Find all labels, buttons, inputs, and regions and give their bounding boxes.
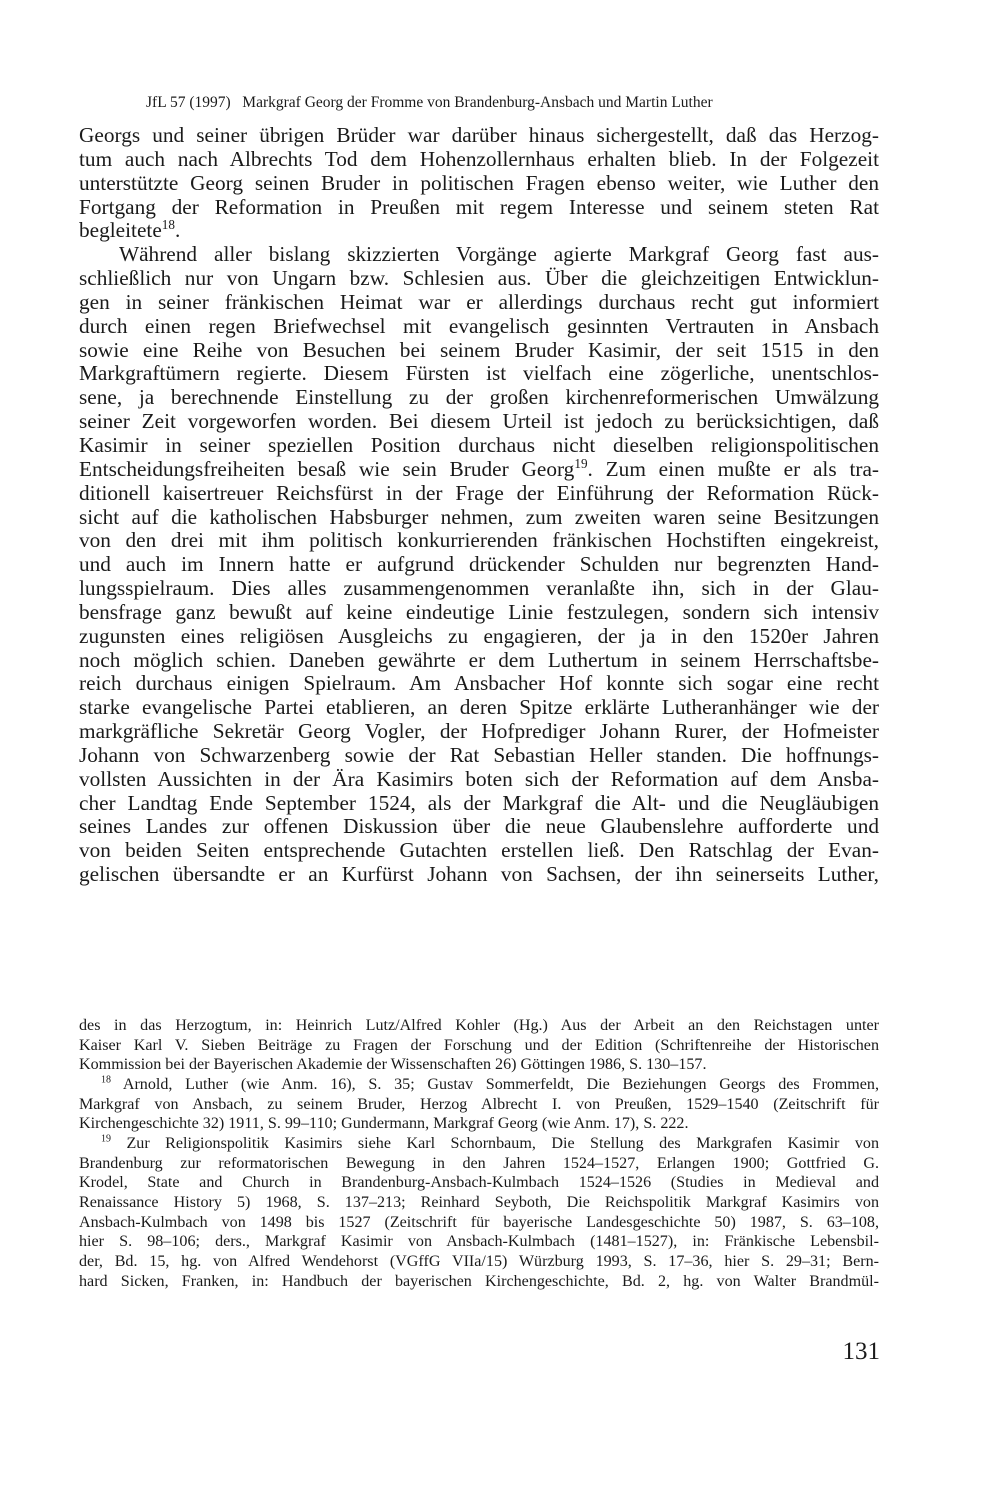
footnote-number: 18 <box>101 1074 111 1086</box>
text-fragment: Arnold, Luther (wie Anm. 16), S. 35; Gustav Sommerfeldt, Die Beziehungen Georgs des Frommen, <box>122 1075 879 1093</box>
text-line: von beiden Seiten entsprechende Gutachten erstellen ließ. Den Ratschlag der Evan- <box>79 839 879 863</box>
text-line <box>79 458 879 482</box>
text-line: sowie eine Reihe von Besuchen bei seinem Bruder Kasimir, der seit 1515 in den <box>79 338 879 362</box>
header-title: Markgraf Georg der Fromme von Brandenburg-Ansbach und Martin Luther <box>242 94 713 111</box>
text-fragment: begleitete <box>79 219 162 243</box>
footnote-line: Ansbach-Kulmbach von 1498 bis 1527 (Zeitschrift für bayerische Landesgeschichte 50) 1987, S. 63–108, <box>79 1213 879 1231</box>
text-line: bensfrage ganz bewußt auf keine eindeutige Linie festzulegen, sondern sich intensiv <box>79 600 879 624</box>
footnote-line: hard Sicken, Franken, in: Handbuch der bayerischen Kirchengeschichte, Bd. 2, hg. von Walter Brandmül- <box>79 1272 879 1290</box>
text-line: starke evangelische Partei etablieren, an deren Spitze erklärte Lutheranhänger wie der <box>79 696 879 720</box>
footnote-line: Kommission bei der Bayerischen Akademie der Wissenschaften 26) Göttingen 1986, S. 130–157. <box>79 1056 707 1074</box>
footnote-line: des in das Herzogtum, in: Heinrich Lutz/Alfred Kohler (Hg.) Aus der Arbeit an den Reichstagen unter <box>79 1017 879 1034</box>
text-line: noch möglich schien. Daneben gewährte er dem Luthertum in seinem Herrschaftsbe- <box>79 648 879 672</box>
text-line: seiner Zeit vorgeworfen worden. Bei diesem Urteil ist jedoch zu berücksichtigen, daß <box>79 410 879 434</box>
text-line: vollsten Aussichten in der Ära Kasimirs boten sich der Reformation auf dem Ansba- <box>79 767 879 791</box>
footnotes <box>79 1016 879 1291</box>
journal-reference: JfL 57 (1997) <box>146 94 231 111</box>
footnote-19 <box>79 1134 879 1154</box>
text-line: tum auch nach Albrechts Tod dem Hohenzollernhaus erhalten blieb. In der Folgezeit <box>79 147 879 171</box>
footnote-line: Kirchengeschichte 32) 1911, S. 99–110; Gundermann, Markgraf Georg (wie Anm. 17), S. 222. <box>79 1115 689 1133</box>
footnote-line: Brandenburg zur reformatorischen Bewegung in den Jahren 1524–1527, Erlangen 1900; Gottfried G. <box>79 1154 879 1172</box>
text-line: Fortgang der Reformation in Preußen mit regem Interesse und seinem steten Rat <box>79 195 879 219</box>
text-line: cher Landtag Ende September 1524, als der Markgraf die Alt- und die Neugläubigen <box>79 791 879 815</box>
text-fragment: . <box>174 219 181 243</box>
text-line: lungsspielraum. Dies alles zusammengenommen veranlaßte ihn, sich in der Glau- <box>79 577 879 601</box>
text-line: und auch im Innern hatte er aufgrund drückender Schulden nur begrenzten Hand- <box>79 553 879 577</box>
footnote-line: Renaissance History 5) 1968, S. 137–213; Reinhard Seyboth, Die Reichspolitik Markgraf Kasimirs von <box>79 1193 879 1211</box>
text-line: unterstützte Georg seinen Bruder in politischen Fragen ebenso weiter, wie Luther den <box>79 171 879 195</box>
page-number: 131 <box>842 1338 880 1365</box>
text-line: reich durchaus einigen Spielraum. Am Ansbacher Hof konnte sich sogar eine recht <box>79 672 879 696</box>
text-line: Während aller bislang skizzierten Vorgänge agierte Markgraf Georg fast aus- <box>119 243 879 267</box>
text-line: Johann von Schwarzenberg sowie der Rat Sebastian Heller standen. Die hoffnungs- <box>79 743 879 767</box>
text-line: Georgs und seiner übrigen Brüder war darüber hinaus sichergestellt, daß das Herzog- <box>79 124 879 147</box>
text-line: schließlich nur von Ungarn bzw. Schlesien aus. Über die gleichzeitigen Entwicklun- <box>79 267 879 291</box>
footnote-line: Markgraf von Ansbach, zu seinem Bruder, Herzog Albrecht I. von Preußen, 1529–1540 (Zeitschrift für <box>79 1095 879 1113</box>
footnote-18 <box>79 1075 879 1095</box>
text-line: seines Landes zur offenen Diskussion über die neue Glaubenslehre aufforderte und <box>79 815 879 839</box>
text-line: sicht auf die katholischen Habsburger nehmen, zum zweiten waren seine Besitzungen <box>79 505 879 529</box>
text-fragment: Zur Religionspolitik Kasimirs siehe Karl Schornbaum, Die Stellung des Markgrafen Kasimir von <box>126 1134 879 1152</box>
footnote-ref-18: 18 <box>161 219 175 233</box>
text-fragment: Entscheidungsfreiheiten besaß wie sein Bruder Georg <box>79 457 575 481</box>
footnote-number: 19 <box>101 1133 111 1145</box>
text-line: gen in seiner fränkischen Heimat war er allerdings durchaus recht gut informiert <box>79 290 879 314</box>
text-line: Markgraftümern regierte. Diesem Fürsten ist vielfach eine zögerliche, unentschlos- <box>79 362 879 386</box>
footnote-ref-19: 19 <box>574 457 588 471</box>
text-line: durch einen regen Briefwechsel mit evangelisch gesinnten Vertrauten in Ansbach <box>79 314 879 338</box>
text-line: Kasimir in seiner speziellen Position durchaus nicht dieselben religionspolitischen <box>79 433 879 457</box>
text-line: von den drei mit ihm politisch konkurrierenden fränkischen Hochstiften eingekreist, <box>79 529 879 553</box>
footnote-line: hier S. 98–106; ders., Markgraf Kasimir von Ansbach-Kulmbach (1481–1527), in: Fränkische Lebensbil- <box>79 1233 879 1251</box>
footnote-line: Kaiser Karl V. Sieben Beiträge zu Fragen der Forschung und der Edition (Schriftenreihe der Historischen <box>79 1036 879 1054</box>
text-line: gelischen übersandte er an Kurfürst Johann von Sachsen, der ihn seinerseits Luther, <box>79 863 879 887</box>
text-line: ditionell kaisertreuer Reichsfürst in der Frage der Einführung der Reformation Rück- <box>79 481 879 505</box>
text-fragment: . Zum einen mußte er als tra- <box>587 457 879 481</box>
running-header <box>146 93 866 113</box>
text-line: markgräfliche Sekretär Georg Vogler, der Hofprediger Johann Rurer, der Hofmeister <box>79 720 879 744</box>
footnote-line: der, Bd. 15, hg. von Alfred Wendehorst (VGffG VIIa/15) Würzburg 1993, S. 17–36, hier S. 29–31; Bern- <box>79 1252 879 1270</box>
main-text <box>79 124 879 887</box>
text-line: zugunsten eines religiösen Ausgleichs zu engagieren, der ja in den 1520er Jahren <box>79 624 879 648</box>
text-line: sene, ja berechnende Einstellung zu der großen kirchenreformerischen Umwälzung <box>79 386 879 410</box>
text-line <box>79 219 879 243</box>
footnote-line: Krodel, State and Church in Brandenburg-Ansbach-Kulmbach 1524–1526 (Studies in Medieval and <box>79 1174 879 1192</box>
